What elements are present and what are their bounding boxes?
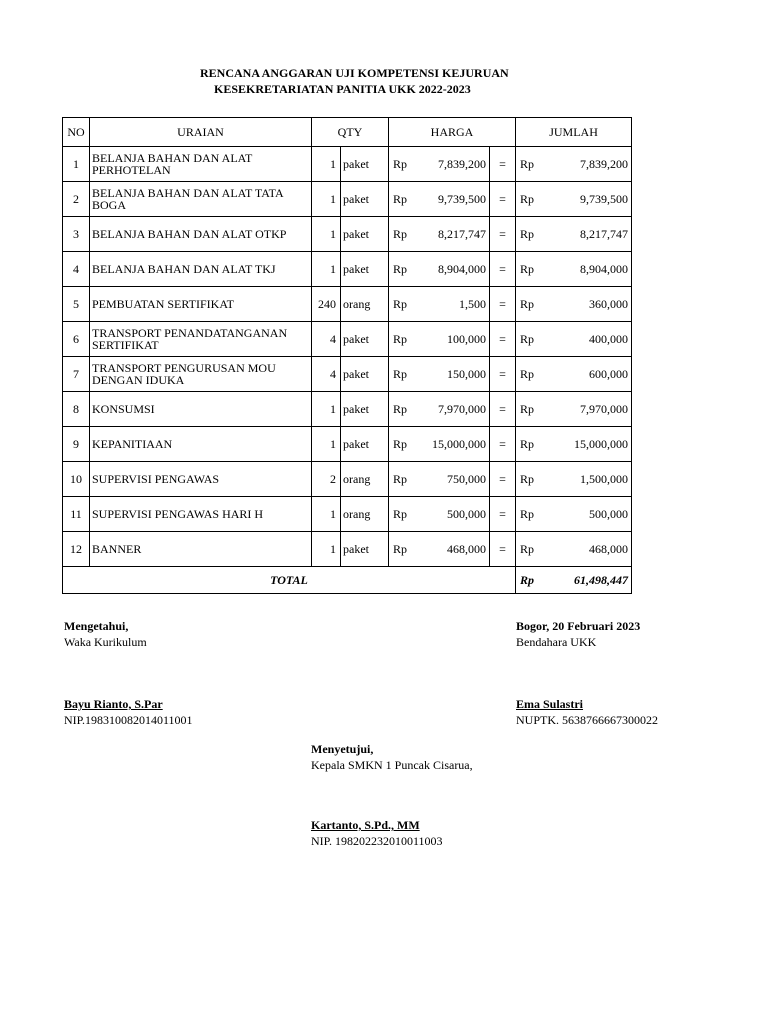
row-jumlah: 7,839,200 bbox=[550, 147, 632, 182]
signature-center bbox=[311, 741, 473, 849]
row-jumlah: 468,000 bbox=[550, 532, 632, 567]
row-jumlah: 1,500,000 bbox=[550, 462, 632, 497]
table-row bbox=[63, 462, 632, 497]
signature-left bbox=[64, 618, 193, 728]
row-equals: = bbox=[490, 252, 516, 287]
table-row bbox=[63, 147, 632, 182]
row-number: 5 bbox=[63, 287, 90, 322]
row-jumlah-currency: Rp bbox=[516, 147, 550, 182]
row-harga-currency: Rp bbox=[389, 182, 419, 217]
header-qty: QTY bbox=[312, 118, 389, 147]
row-harga: 468,000 bbox=[419, 532, 490, 567]
row-jumlah-currency: Rp bbox=[516, 392, 550, 427]
row-number: 11 bbox=[63, 497, 90, 532]
row-harga: 8,217,747 bbox=[419, 217, 490, 252]
signature-center-name: Kartanto, S.Pd., MM bbox=[311, 818, 420, 832]
row-unit: orang bbox=[341, 287, 389, 322]
row-number: 3 bbox=[63, 217, 90, 252]
row-qty: 1 bbox=[312, 532, 341, 567]
row-qty: 1 bbox=[312, 217, 341, 252]
row-number: 4 bbox=[63, 252, 90, 287]
row-harga: 500,000 bbox=[419, 497, 490, 532]
row-equals: = bbox=[490, 147, 516, 182]
signature-center-id: NIP. 198202232010011003 bbox=[311, 834, 443, 848]
row-harga-currency: Rp bbox=[389, 462, 419, 497]
row-uraian: BELANJA BAHAN DAN ALAT PERHOTELAN bbox=[90, 147, 312, 182]
row-equals: = bbox=[490, 427, 516, 462]
header-uraian: URAIAN bbox=[90, 118, 312, 147]
table-row bbox=[63, 182, 632, 217]
row-equals: = bbox=[490, 322, 516, 357]
table-row bbox=[63, 392, 632, 427]
row-uraian: BELANJA BAHAN DAN ALAT OTKP bbox=[90, 217, 312, 252]
signature-left-name: Bayu Rianto, S.Par bbox=[64, 697, 163, 711]
row-uraian: BELANJA BAHAN DAN ALAT TKJ bbox=[90, 252, 312, 287]
table-row bbox=[63, 322, 632, 357]
row-harga: 8,904,000 bbox=[419, 252, 490, 287]
row-jumlah-currency: Rp bbox=[516, 287, 550, 322]
table-row bbox=[63, 287, 632, 322]
table-row bbox=[63, 532, 632, 567]
signature-center-role: Kepala SMKN 1 Puncak Cisarua, bbox=[311, 758, 473, 772]
row-uraian: KEPANITIAAN bbox=[90, 427, 312, 462]
row-qty: 1 bbox=[312, 147, 341, 182]
table-row bbox=[63, 427, 632, 462]
row-uraian: TRANSPORT PENANDATANGANAN SERTIFIKAT bbox=[90, 322, 312, 357]
row-qty: 1 bbox=[312, 392, 341, 427]
row-jumlah: 7,970,000 bbox=[550, 392, 632, 427]
row-qty: 2 bbox=[312, 462, 341, 497]
row-qty: 1 bbox=[312, 252, 341, 287]
row-harga: 15,000,000 bbox=[419, 427, 490, 462]
row-qty: 4 bbox=[312, 322, 341, 357]
row-harga: 1,500 bbox=[419, 287, 490, 322]
row-harga-currency: Rp bbox=[389, 532, 419, 567]
budget-table bbox=[62, 117, 632, 594]
row-jumlah: 8,904,000 bbox=[550, 252, 632, 287]
table-row bbox=[63, 497, 632, 532]
row-jumlah: 500,000 bbox=[550, 497, 632, 532]
row-jumlah: 600,000 bbox=[550, 357, 632, 392]
row-number: 6 bbox=[63, 322, 90, 357]
row-jumlah-currency: Rp bbox=[516, 182, 550, 217]
row-equals: = bbox=[490, 497, 516, 532]
row-number: 12 bbox=[63, 532, 90, 567]
total-label: TOTAL bbox=[63, 567, 516, 594]
document-title-line-2: KESEKRETARIATAN PANITIA UKK 2022-2023 bbox=[214, 82, 471, 96]
row-harga: 9,739,500 bbox=[419, 182, 490, 217]
row-equals: = bbox=[490, 182, 516, 217]
document-title-line-1: RENCANA ANGGARAN UJI KOMPETENSI KEJURUAN bbox=[200, 66, 509, 80]
signature-center-heading: Menyetujui, bbox=[311, 742, 374, 756]
row-equals: = bbox=[490, 357, 516, 392]
row-jumlah-currency: Rp bbox=[516, 427, 550, 462]
row-unit: paket bbox=[341, 357, 389, 392]
row-uraian: BANNER bbox=[90, 532, 312, 567]
row-jumlah-currency: Rp bbox=[516, 217, 550, 252]
header-harga: HARGA bbox=[389, 118, 516, 147]
row-unit: paket bbox=[341, 252, 389, 287]
row-number: 9 bbox=[63, 427, 90, 462]
row-jumlah: 9,739,500 bbox=[550, 182, 632, 217]
signature-right-heading: Bogor, 20 Februari 2023 bbox=[516, 619, 641, 633]
row-unit: orang bbox=[341, 497, 389, 532]
row-jumlah-currency: Rp bbox=[516, 532, 550, 567]
row-equals: = bbox=[490, 532, 516, 567]
total-currency: Rp bbox=[516, 567, 550, 594]
row-harga: 7,970,000 bbox=[419, 392, 490, 427]
row-unit: paket bbox=[341, 427, 389, 462]
row-harga-currency: Rp bbox=[389, 497, 419, 532]
row-qty: 1 bbox=[312, 182, 341, 217]
table-row bbox=[63, 252, 632, 287]
row-uraian: TRANSPORT PENGURUSAN MOU DENGAN IDUKA bbox=[90, 357, 312, 392]
row-unit: paket bbox=[341, 532, 389, 567]
row-harga-currency: Rp bbox=[389, 392, 419, 427]
table-header-row bbox=[63, 118, 632, 147]
row-harga-currency: Rp bbox=[389, 217, 419, 252]
row-unit: orang bbox=[341, 462, 389, 497]
signature-right-id: NUPTK. 5638766667300022 bbox=[516, 713, 659, 727]
signature-left-heading: Mengetahui, bbox=[64, 619, 129, 633]
total-amount: 61,498,447 bbox=[550, 567, 632, 594]
row-uraian: SUPERVISI PENGAWAS bbox=[90, 462, 312, 497]
row-harga-currency: Rp bbox=[389, 252, 419, 287]
header-jumlah: JUMLAH bbox=[516, 118, 632, 147]
row-unit: paket bbox=[341, 322, 389, 357]
row-uraian: PEMBUATAN SERTIFIKAT bbox=[90, 287, 312, 322]
row-number: 8 bbox=[63, 392, 90, 427]
header-no: NO bbox=[63, 118, 90, 147]
row-harga-currency: Rp bbox=[389, 322, 419, 357]
row-unit: paket bbox=[341, 217, 389, 252]
row-equals: = bbox=[490, 392, 516, 427]
row-number: 7 bbox=[63, 357, 90, 392]
row-jumlah-currency: Rp bbox=[516, 497, 550, 532]
row-qty: 240 bbox=[312, 287, 341, 322]
row-jumlah: 400,000 bbox=[550, 322, 632, 357]
row-harga-currency: Rp bbox=[389, 427, 419, 462]
row-number: 1 bbox=[63, 147, 90, 182]
row-equals: = bbox=[490, 287, 516, 322]
signature-right-role: Bendahara UKK bbox=[516, 635, 597, 649]
row-jumlah-currency: Rp bbox=[516, 252, 550, 287]
row-harga: 750,000 bbox=[419, 462, 490, 497]
row-harga: 7,839,200 bbox=[419, 147, 490, 182]
row-equals: = bbox=[490, 217, 516, 252]
row-jumlah: 8,217,747 bbox=[550, 217, 632, 252]
row-number: 2 bbox=[63, 182, 90, 217]
row-uraian: SUPERVISI PENGAWAS HARI H bbox=[90, 497, 312, 532]
signature-left-role: Waka Kurikulum bbox=[64, 635, 147, 649]
row-jumlah-currency: Rp bbox=[516, 357, 550, 392]
row-unit: paket bbox=[341, 147, 389, 182]
row-number: 10 bbox=[63, 462, 90, 497]
signature-right-name: Ema Sulastri bbox=[516, 697, 584, 711]
row-harga-currency: Rp bbox=[389, 357, 419, 392]
total-row bbox=[63, 567, 632, 594]
row-harga: 100,000 bbox=[419, 322, 490, 357]
row-harga: 150,000 bbox=[419, 357, 490, 392]
row-equals: = bbox=[490, 462, 516, 497]
row-uraian: BELANJA BAHAN DAN ALAT TATA BOGA bbox=[90, 182, 312, 217]
table-row bbox=[63, 217, 632, 252]
signature-left-id: NIP.198310082014011001 bbox=[64, 713, 193, 727]
row-qty: 4 bbox=[312, 357, 341, 392]
row-qty: 1 bbox=[312, 497, 341, 532]
row-jumlah: 360,000 bbox=[550, 287, 632, 322]
row-qty: 1 bbox=[312, 427, 341, 462]
signature-right bbox=[516, 618, 658, 728]
row-harga-currency: Rp bbox=[389, 287, 419, 322]
row-unit: paket bbox=[341, 182, 389, 217]
table-row bbox=[63, 357, 632, 392]
row-jumlah-currency: Rp bbox=[516, 322, 550, 357]
row-unit: paket bbox=[341, 392, 389, 427]
row-jumlah: 15,000,000 bbox=[550, 427, 632, 462]
row-jumlah-currency: Rp bbox=[516, 462, 550, 497]
row-harga-currency: Rp bbox=[389, 147, 419, 182]
row-uraian: KONSUMSI bbox=[90, 392, 312, 427]
